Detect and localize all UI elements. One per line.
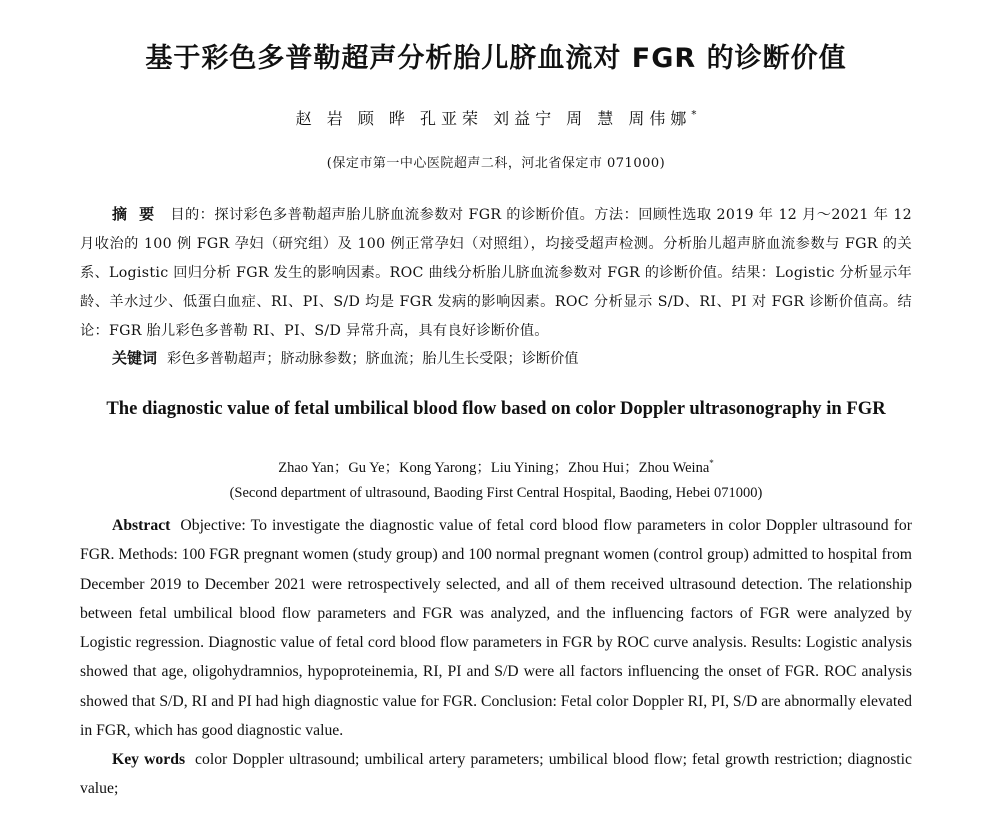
chinese-abstract-text: 目的：探讨彩色多普勒超声胎儿脐血流参数对 FGR 的诊断价值。方法：回顾性选取 2019 年 12 月～2021 年 12 月收治的 100 例 FGR 孕妇（研究组）及 100 例正常孕妇（对照组），均接受超声检测。分析胎儿超声脐血流参数与 FGR 的关系、Logistic 回归分析 FGR 发生的影响因素。ROC 曲线分析胎儿脐血流参数对 FGR 的诊断价值。结果：Logistic 分析显示年龄、羊水过少、低蛋白血症、RI、PI、S/D 均是 FGR 发病的影响因素。ROC 分析显示 S/D、RI、PI 对 FGR 诊断价值高。结论：FGR 胎儿彩色多普勒 RI、PI、S/D 异常升高，具有良好诊断价值。 <box>80 207 912 339</box>
chinese-abstract <box>80 200 912 346</box>
chinese-affiliation: (保定市第一中心医院超声二科，河北省保定市 071000) <box>326 156 666 171</box>
chinese-keywords-text: 彩色多普勒超声；脐动脉参数；脐血流；胎儿生长受限；诊断价值 <box>167 351 579 367</box>
english-abstract-text: Objective: To investigate the diagnostic value of fetal cord blood flow parameters in color Doppler ultrasound for FGR. Methods: 100 FGR pregnant women (study group) and 100 normal pregnant women (control group) admitted to hospital from December 2019 to December 2021 were retrospectively selected, and all of them received ultrasound detection. The relationship between fetal umbilical blood flow parameters and FGR was analyzed, and the influencing factors of FGR were analyzed by Logistic regression. Diagnostic value of fetal cord blood flow parameters in FGR by ROC curve analysis. Results: Logistic analysis showed that age, oligohydramnios, hypoproteinemia, RI, PI and S/D were all factors influencing the onset of FGR. ROC analysis showed that S/D, RI and PI had high diagnostic value for FGR. Conclusion: Fetal color Doppler RI, PI, S/D are abnormally elevated in FGR, which has good diagnostic value. <box>80 517 912 740</box>
english-abstract-label: Abstract <box>112 517 171 534</box>
english-corresponding-author-mark: * <box>709 458 714 469</box>
english-keywords-label: Key words <box>112 751 186 768</box>
english-abstract <box>80 511 912 745</box>
english-authors <box>0 456 992 477</box>
chinese-author-names: 赵 岩 顾 晔 孔亚荣 刘益宁 周 慧 周伟娜 <box>295 109 692 128</box>
english-author-names: Zhao Yan；Gu Ye；Kong Yarong；Liu Yining；Zhou Hui；Zhou Weina <box>278 460 710 476</box>
corresponding-author-mark: * <box>691 109 697 121</box>
english-keywords-text: color Doppler ultrasound; umbilical artery parameters; umbilical blood flow; fetal growth restriction; diagnostic value; <box>80 751 912 798</box>
chinese-authors <box>0 106 992 129</box>
chinese-keywords-label: 关键词 <box>112 349 158 367</box>
chinese-title: 基于彩色多普勒超声分析胎儿脐血流对 FGR 的诊断价值 <box>145 43 847 74</box>
chinese-abstract-label: 摘要 <box>112 205 167 223</box>
english-title: The diagnostic value of fetal umbilical blood flow based on color Doppler ultrasonography in FGR <box>106 398 886 419</box>
english-affiliation: (Second department of ultrasound, Baoding First Central Hospital, Baoding, Hebei 071000) <box>229 485 763 501</box>
english-keywords <box>80 745 912 804</box>
chinese-keywords <box>80 346 912 371</box>
